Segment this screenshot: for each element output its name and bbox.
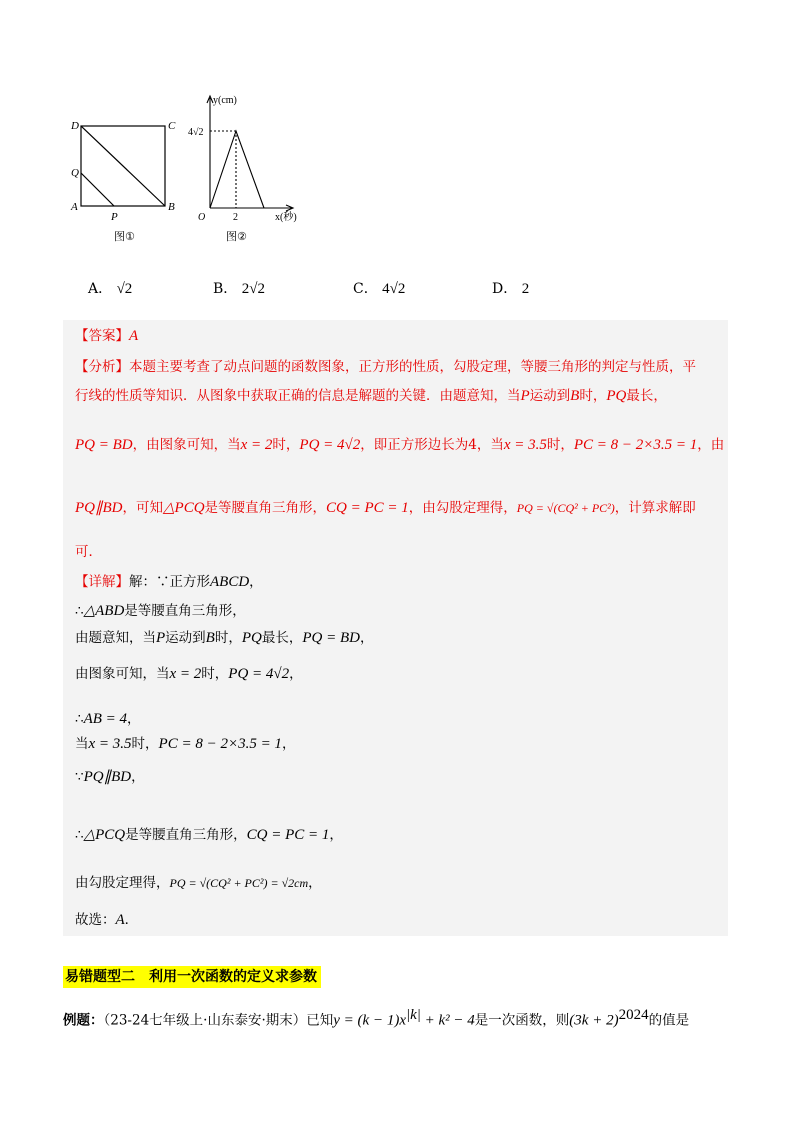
detail-text: ， (329, 827, 343, 843)
detail-text: 当 (75, 736, 89, 752)
detail-text: 时， (201, 666, 229, 682)
analysis-text: 可． (75, 544, 102, 560)
detail-text: ． (124, 912, 139, 928)
analysis-line-5 (75, 542, 102, 562)
choice-c-value: 4√2 (382, 281, 406, 297)
math-eq: x = 2 (169, 666, 202, 682)
math-eq: PC = 8 − 2×3.5 = 1 (573, 437, 698, 453)
math-eq: x = 2 (240, 437, 273, 453)
answer-tag: 【答案】 (75, 328, 129, 344)
analysis-text: ，由 (697, 437, 725, 453)
detail-line-8 (75, 825, 343, 845)
detail-line-2 (75, 601, 246, 621)
x-tick-label: 2 (233, 212, 238, 223)
label-a: A (71, 201, 78, 213)
choice-b-value: 2√2 (241, 281, 265, 297)
example-function-tail: + k² − 4 (420, 1012, 475, 1029)
choice-a[interactable] (88, 278, 132, 298)
figure-2 (207, 96, 293, 211)
detail-line-7 (75, 767, 145, 787)
math-pq: PQ (606, 388, 627, 404)
choice-d[interactable] (492, 278, 529, 298)
math-p: P (520, 388, 530, 404)
example-label: 例题： (63, 1012, 104, 1029)
math-eq: PQ = √(CQ² + PC²) = √2cm (169, 876, 309, 890)
detail-text: ， (308, 875, 322, 891)
analysis-text: 时， (546, 437, 574, 453)
analysis-text: 最长， (626, 388, 667, 404)
detail-tag: 【详解】 (75, 574, 129, 590)
answer-value: A (129, 328, 139, 344)
segment-pq (81, 173, 114, 206)
detail-line-9 (75, 873, 322, 893)
math-eq: PQ = BD (302, 630, 360, 646)
choice-c[interactable] (353, 278, 405, 298)
math-eq: PQ∥BD (83, 769, 132, 785)
math-b: B (205, 630, 215, 646)
solution-panel (63, 320, 728, 936)
fig2-caption: 图② (226, 230, 247, 243)
analysis-text: 是等腰直角三角形， (204, 500, 327, 516)
detail-text: 故选： (75, 912, 116, 928)
math-eq: PQ = 4√2 (299, 437, 361, 453)
detail-line-4 (75, 664, 303, 684)
detail-text: ， (127, 711, 141, 727)
detail-text: 由题意知，当 (75, 630, 156, 646)
detail-text: ∴ (75, 711, 84, 727)
math-b: B (570, 388, 580, 404)
detail-text: 是等腰直角三角形， (124, 603, 246, 619)
analysis-text: ，由图象可知，当 (132, 437, 241, 453)
math-eq: △PCQ (83, 827, 126, 843)
math-eq: x = 3.5 (88, 736, 132, 752)
example-source: （23-24七年级上·山东泰安·期末）已知 (103, 1012, 334, 1029)
math-eq: x = 3.5 (503, 437, 547, 453)
analysis-text-1: 本题主要考查了动点问题的函数图象，正方形的性质，勾股定理，等腰三角形的判定与性质，平 (129, 359, 696, 375)
label-c: C (168, 120, 176, 132)
detail-text: 最长， (261, 630, 303, 646)
example-expression-exponent: 2024 (618, 1007, 649, 1023)
graph-line (210, 131, 264, 208)
math-eq: △ABD (83, 603, 125, 619)
detail-text: 是等腰直角三角形， (125, 827, 247, 843)
math-eq: PQ = 4√2 (228, 666, 290, 682)
analysis-text: 时， (579, 388, 607, 404)
label-q: Q (71, 167, 79, 179)
math-eq: CQ = PC = 1 (326, 500, 409, 516)
figures (60, 86, 320, 256)
analysis-text: 时， (272, 437, 300, 453)
choice-b[interactable] (213, 278, 265, 298)
fig1-caption: 图① (114, 230, 135, 243)
detail-text: ∵ (75, 769, 84, 785)
label-d: D (71, 120, 79, 132)
math-eq: A (115, 912, 125, 928)
choice-a-value: √2 (116, 281, 133, 297)
detail-text: ∴ (75, 603, 84, 619)
math-eq: AB = 4 (83, 711, 128, 727)
x-axis-label: x(秒) (275, 212, 297, 223)
detail-text: ∴ (75, 827, 84, 843)
example-end: 的值是 (648, 1012, 690, 1029)
answer-line (75, 326, 138, 346)
label-p: P (111, 211, 118, 223)
math-pq: PQ (241, 630, 262, 646)
detail-text: 时， (214, 630, 242, 646)
choice-c-letter: C． (353, 281, 378, 297)
detail-line-1 (75, 572, 263, 592)
analysis-line-3 (75, 435, 724, 455)
detail-line-10 (75, 910, 138, 930)
math-eq: PQ = BD (75, 437, 133, 453)
choice-d-letter: D． (492, 281, 518, 297)
detail-line-6 (75, 734, 295, 754)
label-b: B (168, 201, 175, 213)
figure-1 (81, 126, 165, 206)
detail-line-5 (75, 709, 141, 729)
detail-text: 时， (131, 736, 159, 752)
math-eq: △PCQ (163, 500, 205, 516)
analysis-text: ，即正方形边长为4，当 (360, 437, 504, 453)
analysis-line-2 (75, 386, 667, 406)
analysis-line-1 (75, 357, 696, 377)
analysis-text: 运动到 (529, 388, 571, 404)
math-eq: PC = 8 − 2×3.5 = 1 (158, 736, 282, 752)
section-heading: 易错题型二 利用一次函数的定义求参数 (63, 966, 321, 988)
detail-text: ， (249, 574, 263, 590)
detail-line-3 (75, 628, 373, 648)
example-line (63, 1004, 689, 1032)
analysis-line-4 (75, 498, 696, 518)
detail-text: ， (131, 769, 145, 785)
analysis-tag: 【分析】 (75, 359, 129, 375)
math-eq: PQ = √(CQ² + PC²) (516, 501, 615, 515)
choice-d-value: 2 (521, 281, 530, 297)
detail-text: 由勾股定理得， (75, 875, 170, 891)
math-p: P (156, 630, 166, 646)
y-tick-label: 4√2 (188, 127, 204, 138)
detail-text: ， (359, 630, 374, 646)
analysis-text: ，可知 (122, 500, 163, 516)
math-eq: ABCD (210, 574, 250, 590)
detail-text: 由图象可知，当 (75, 666, 170, 682)
analysis-text: 行线的性质等知识．从图象中获取正确的信息是解题的关键．由题意知，当 (75, 388, 521, 404)
detail-text: 解：∵正方形 (129, 574, 210, 590)
choice-b-letter: B． (213, 281, 238, 297)
example-mid: 是一次函数，则 (474, 1012, 570, 1029)
example-function: y = (k − 1)x (333, 1012, 406, 1029)
example-expression: (3k + 2) (569, 1012, 619, 1029)
analysis-text: ，计算求解即 (614, 500, 696, 516)
math-eq: CQ = PC = 1 (246, 827, 330, 843)
analysis-text: ，由勾股定理得， (408, 500, 517, 516)
math-eq: PQ∥BD (75, 500, 123, 516)
origin-label: O (198, 212, 206, 223)
detail-text: ， (281, 736, 296, 752)
answer-choices (88, 272, 648, 306)
choice-a-letter: A． (88, 281, 113, 297)
detail-text: 运动到 (165, 630, 206, 646)
y-axis-label: y(cm) (213, 95, 237, 106)
diagonal-bd (81, 126, 165, 206)
detail-text: ， (289, 666, 303, 682)
example-function-exponent: |k| (405, 1007, 421, 1023)
